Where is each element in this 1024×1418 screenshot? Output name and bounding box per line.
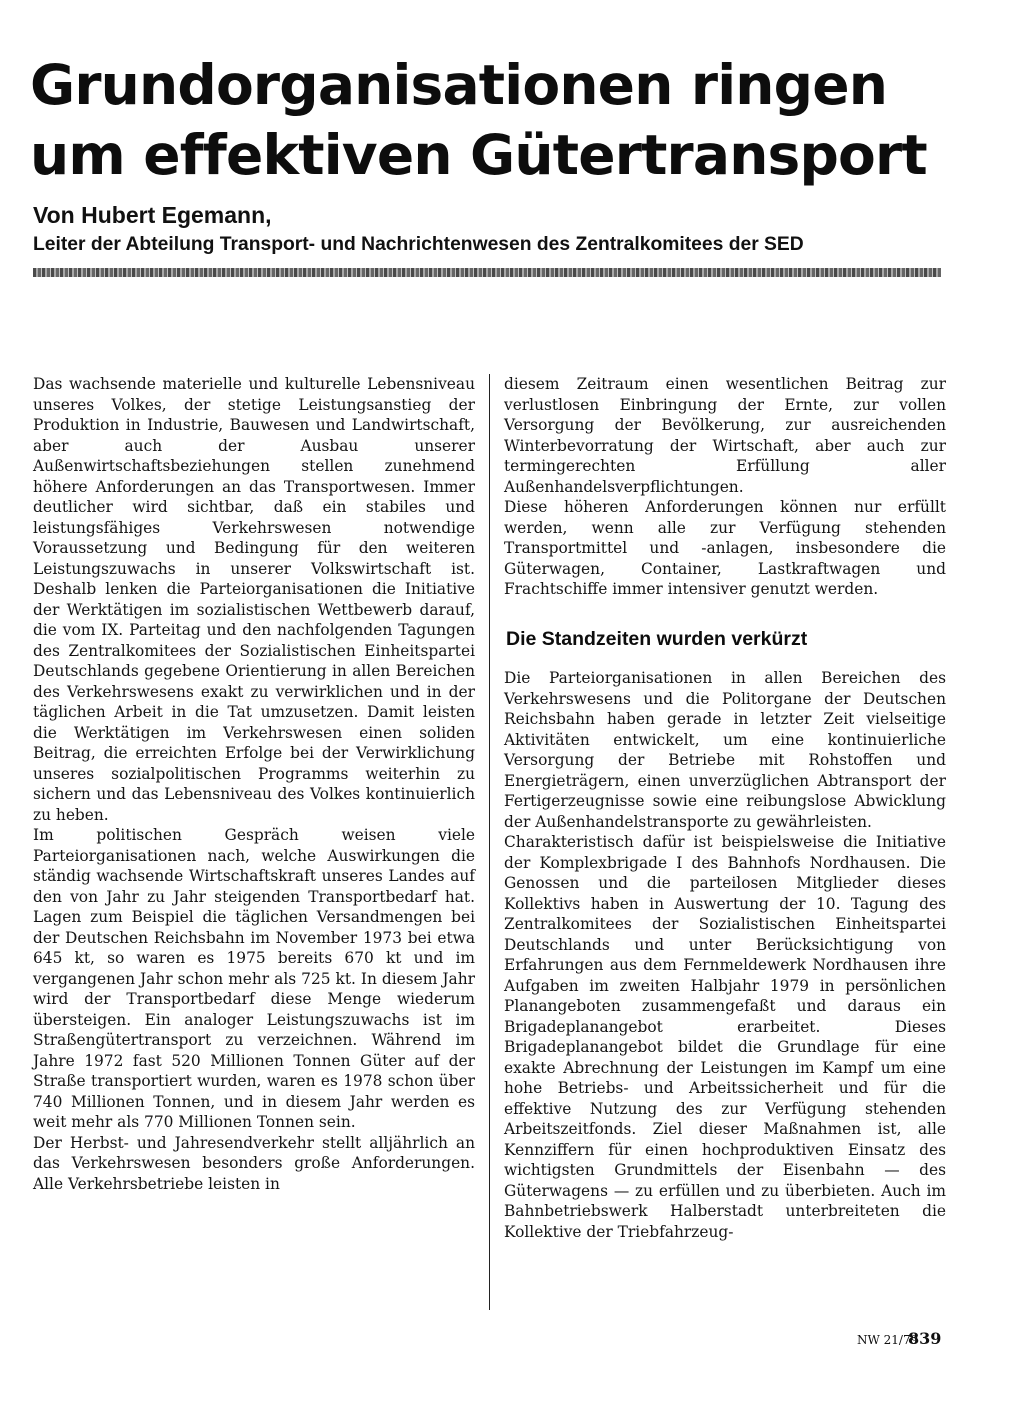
page-number: 839 bbox=[908, 1329, 942, 1348]
body-paragraph: Charakteristisch dafür ist beispielsweise die Initiative der Komplexbrigade I des Bahnhofs Nordhausen. Die Genossen und die parteilosen Mitglieder dieses Kollektivs haben in Auswertung der 10. Tagung des Zentralkomitees der Sozialistischen Einheitspartei Deutschlands und unter Berücksichtigung von Erfahrungen aus dem Fernmeldewerk Nordhausen ihre Aufgaben im zweiten Halbjahr 1979 in persönlichen Planangeboten zusammengefaßt und daraus ein Brigadeplanangebot erarbeitet. Dieses Brigadeplanangebot bildet die Grundlage für eine exakte Abrechnung der Leistungen im Kampf um eine hohe Betriebs- und Arbeitssicherheit und für die effektive Nutzung des zur Verfügung stehenden Arbeitszeitfonds. Ziel dieser Maßnahmen ist, alle Kennziffern für einen hochproduktiven Einsatz des wichtigsten Grundmittels der Eisenbahn — des Güterwagens — zu erfüllen und zu überbieten. Auch im Bahnbetriebswerk Halberstadt unterbreiteten die Kollektive der Triebfahrzeug- bbox=[504, 833, 946, 1241]
body-column-right-upper bbox=[504, 374, 946, 621]
body-paragraph: diesem Zeitraum einen wesentlichen Beitrag zur verlustlosen Einbringung der Ernte, zur vollen Versorgung der Bevölkerung, zur ausreichenden Winterbevorratung der Wirtschaft, aber auch zur termingerechten Erfüllung aller Außenhandelsverpflichtungen. bbox=[504, 375, 946, 496]
issue-label: NW 21/79 bbox=[857, 1333, 919, 1347]
body-paragraph: Der Herbst- und Jahresendverkehr stellt alljährlich an das Verkehrswesen besonders große Anforderungen. Alle Verkehrsbetriebe leisten in bbox=[33, 1133, 475, 1193]
body-paragraph: Die Parteiorganisationen in allen Bereichen des Verkehrswesens und die Politorgane der Deutschen Reichsbahn haben gerade in letzter Zeit vielseitige Aktivitäten entwickelt, um eine kontinuierliche Versorgung der Betriebe mit Rohstoffen und Energieträgern, einen unverzüglichen Abtransport der Fertigerzeugnisse sowie eine reibungslose Abwicklung der Außenhandelstransporte zu gewährleisten. bbox=[504, 669, 946, 831]
section-subheading: Die Standzeiten wurden verkürzt bbox=[506, 628, 808, 650]
article-headline: Grundorganisationen ringen um effektiven Gütertransport bbox=[30, 53, 927, 187]
body-column-left bbox=[33, 374, 475, 1194]
column-divider bbox=[489, 374, 490, 1310]
header-divider bbox=[33, 268, 941, 277]
body-column-right-lower bbox=[504, 668, 946, 1242]
author-byline: Von Hubert Egemann, bbox=[33, 202, 272, 228]
author-position: Leiter der Abteilung Transport- und Nachrichtenwesen des Zentralkomitees der SED bbox=[33, 234, 804, 255]
body-paragraph: Diese höheren Anforderungen können nur erfüllt werden, wenn alle zur Verfügung stehenden Transportmittel und -anlagen, insbesondere die Güterwagen, Container, Lastkraftwagen und Frachtschiffe immer intensiver genutzt werden. bbox=[504, 498, 946, 598]
body-paragraph: Im politischen Gespräch weisen viele Parteiorganisationen nach, welche Auswirkungen die ständig wachsende Wirtschaftskraft unseres Landes auf den von Jahr zu Jahr steigenden Transportbedarf hat. Lagen zum Beispiel die täglichen Versandmengen bei der Deutschen Reichsbahn im November 1973 bei etwa 645 kt, so waren es 1975 bereits 670 kt und im vergangenen Jahr schon mehr als 725 kt. In diesem Jahr wird der Transportbedarf diese Menge wiederum übersteigen. Ein analoger Leistungszuwachs ist im Straßengütertransport zu verzeichnen. Während im Jahre 1972 fast 520 Millionen Tonnen Güter auf der Straße transportiert wurden, waren es 1978 schon über 740 Millionen Tonnen, und in diesem Jahr werden es weit mehr als 770 Millionen Tonnen sein. bbox=[33, 826, 475, 1131]
body-paragraph: Das wachsende materielle und kulturelle Lebensniveau unseres Volkes, der stetige Leistungsanstieg der Produktion in Industrie, Bauwesen und Landwirtschaft, aber auch der Ausbau unserer Außenwirtschaftsbeziehungen stellen zunehmend höhere Anforderungen an das Transportwesen. Immer deutlicher wird sichtbar, daß ein stabiles und leistungsfähiges Verkehrswesen notwendige Voraussetzung und Bedingung für den weiteren Leistungszuwachs in unserer Volkswirtschaft ist. Deshalb lenken die Parteiorganisationen die Initiative der Werktätigen im sozialistischen Wettbewerb darauf, die vom IX. Parteitag und den nachfolgenden Tagungen des Zentralkomitees der Sozialistischen Einheitspartei Deutschlands gegebene Orientierung in allen Bereichen des Verkehrswesens exakt zu verwirklichen und in der täglichen Arbeit in die Tat umzusetzen. Damit leisten die Werktätigen im Verkehrswesen einen soliden Beitrag, die erreichten Erfolge bei der Verwirklichung unseres sozialpolitischen Programms weiterhin zu sichern und das Lebensniveau des Volkes kontinuierlich zu heben. bbox=[33, 375, 475, 824]
